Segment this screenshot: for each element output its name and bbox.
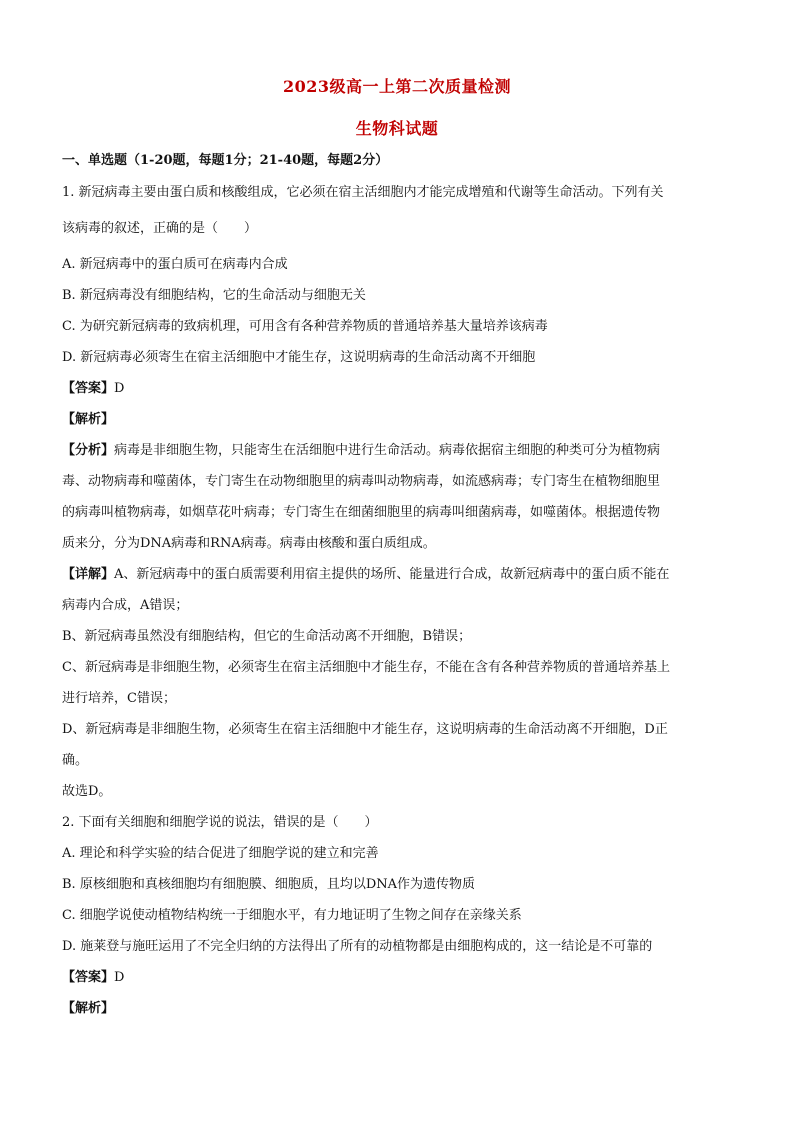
q1-option-d: D. 新冠病毒必须寄生在宿主活细胞中才能生存，这说明病毒的生命活动离不开细胞 xyxy=(62,350,536,365)
page-subtitle: 生物科试题 xyxy=(355,119,439,138)
answer-value: D xyxy=(114,381,125,396)
q1-xiangjie-line: 进行培养，C错误； xyxy=(62,691,176,706)
q1-stem-line1: 1. 新冠病毒主要由蛋白质和核酸组成，它必须在宿主活细胞内才能完成增殖和代谢等生命活动。下列有关 xyxy=(62,185,664,200)
section-heading: 一、单选题（1-20题，每题1分；21-40题，每题2分） xyxy=(62,153,389,168)
answer-tag: 【答案】 xyxy=(62,970,115,985)
q2-answer xyxy=(62,969,732,987)
q1-fenxi-line: 质来分，分为DNA病毒和RNA病毒。病毒由核酸和蛋白质组成。 xyxy=(62,536,436,551)
q1-xiangjie-line: C、新冠病毒是非细胞生物，必须寄生在宿主活细胞中才能生存，不能在含有各种营养物质的普通培养基上 xyxy=(62,660,670,675)
q1-fenxi-line xyxy=(62,442,732,460)
xiangjie-text: A、新冠病毒中的蛋白质需要利用宿主提供的场所、能量进行合成，故新冠病毒中的蛋白质不能在 xyxy=(114,567,670,582)
fenxi-tag: 【分析】 xyxy=(62,443,115,458)
q2-option-a: A. 理论和科学实验的结合促进了细胞学说的建立和完善 xyxy=(62,846,379,861)
q1-xiangjie-line: B、新冠病毒虽然没有细胞结构，但它的生命活动离不开细胞，B错误； xyxy=(62,629,472,644)
q2-stem: 2. 下面有关细胞和细胞学说的说法，错误的是（ ） xyxy=(62,815,378,830)
q1-fenxi-line: 毒、动物病毒和噬菌体，专门寄生在动物细胞里的病毒叫动物病毒，如流感病毒；专门寄生在植物细胞里 xyxy=(62,474,661,489)
q1-answer xyxy=(62,380,732,398)
q2-option-d: D. 施莱登与施旺运用了不完全归纳的方法得出了所有的动植物都是由细胞构成的，这一结论是不可靠的 xyxy=(62,939,653,954)
q2-option-b: B. 原核细胞和真核细胞均有细胞膜、细胞质，且均以DNA作为遗传物质 xyxy=(62,877,476,892)
q1-xiangjie-line: D、新冠病毒是非细胞生物，必须寄生在宿主活细胞中才能生存，这说明病毒的生命活动离不开细胞，D正 xyxy=(62,722,668,737)
q1-option-b: B. 新冠病毒没有细胞结构，它的生命活动与细胞无关 xyxy=(62,288,366,303)
q1-xiangjie-line xyxy=(62,566,732,584)
q1-conclusion: 故选D。 xyxy=(62,784,112,799)
q1-fenxi-line: 的病毒叫植物病毒，如烟草花叶病毒；专门寄生在细菌细胞里的病毒叫细菌病毒，如噬菌体。根据遗传物 xyxy=(62,505,661,520)
answer-tag: 【答案】 xyxy=(62,381,115,396)
q1-xiangjie-line: 病毒内合成，A错误； xyxy=(62,598,189,613)
xiangjie-tag: 【详解】 xyxy=(62,567,115,582)
answer-value: D xyxy=(114,970,125,985)
q1-stem-line2: 该病毒的叙述，正确的是（ ） xyxy=(62,221,258,236)
fenxi-text: 病毒是非细胞生物，只能寄生在活细胞中进行生命活动。病毒依据宿主细胞的种类可分为植物病 xyxy=(114,443,661,458)
q2-analysis-tag: 【解析】 xyxy=(62,1001,115,1016)
page-title: 2023级高一上第二次质量检测 xyxy=(282,77,512,96)
q2-option-c: C. 细胞学说使动植物结构统一于细胞水平，有力地证明了生物之间存在亲缘关系 xyxy=(62,908,522,923)
q1-option-c: C. 为研究新冠病毒的致病机理，可用含有各种营养物质的普通培养基大量培养该病毒 xyxy=(62,319,548,334)
q1-analysis-tag: 【解析】 xyxy=(62,412,115,427)
q1-xiangjie-line: 确。 xyxy=(62,753,89,768)
q1-option-a: A. 新冠病毒中的蛋白质可在病毒内合成 xyxy=(62,257,288,272)
